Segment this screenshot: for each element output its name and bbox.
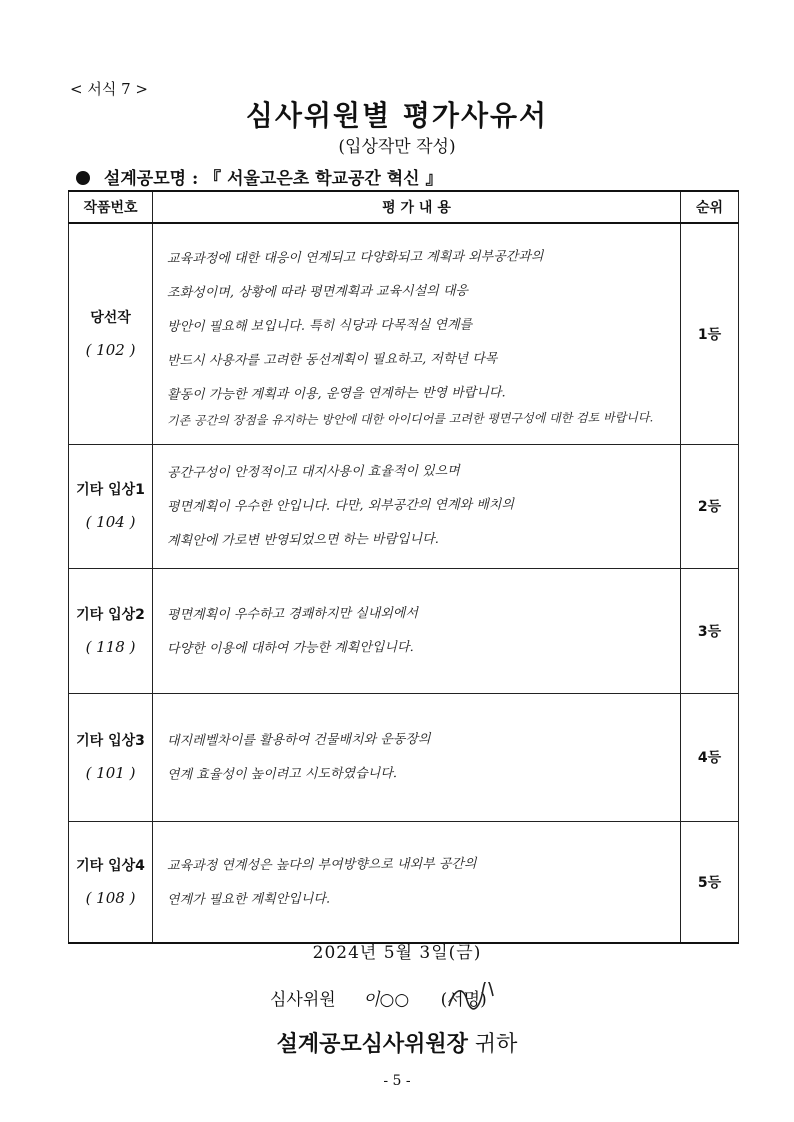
review-table xyxy=(68,190,739,944)
work-category: 기타 입상2 xyxy=(76,606,145,623)
evaluation-cell xyxy=(153,444,681,568)
comment-line: 교육과정에 대한 대응이 연계되고 다양화되고 계획과 외부공간과의 xyxy=(166,248,544,267)
evaluation-cell xyxy=(153,693,681,821)
comment-line: 공간구성이 안정적이고 대지사용이 효율적이 있으며 xyxy=(166,463,460,481)
comment-line: 기존 공간의 장점을 유지하는 방안에 대한 아이디어를 고려한 평면구성에 대한 검토 바랍니다. xyxy=(166,410,654,428)
signature-scribble-icon xyxy=(445,982,495,1014)
work-number: ( 102 ) xyxy=(85,340,136,359)
page-number: - 5 - xyxy=(383,1073,411,1089)
recipient-line xyxy=(0,1027,794,1058)
work-number: ( 104 ) xyxy=(85,513,136,531)
signature-line xyxy=(270,985,487,1010)
document-date: 2024년 5월 3일(금) xyxy=(312,943,482,963)
header-rank: 순위 xyxy=(681,191,739,223)
table-header-row xyxy=(69,191,739,223)
comment-line: 대지레벨차이를 활용하여 건물배치와 운동장의 xyxy=(166,731,431,749)
comment-line: 연계 효율성이 높이려고 시도하였습니다. xyxy=(166,766,398,783)
comment-line: 평면계획이 우수하고 경쾌하지만 실내외에서 xyxy=(166,605,419,623)
work-number: ( 118 ) xyxy=(85,637,136,656)
work-cell xyxy=(69,223,153,444)
work-cell xyxy=(69,821,153,943)
comment-line: 반드시 사용자를 고려한 동선계획이 필요하고, 저학년 다목 xyxy=(166,351,498,369)
comment-line: 활동이 가능한 계획과 이용, 운영을 연계하는 반영 바랍니다. xyxy=(166,385,506,403)
signer-name: 이○○ xyxy=(363,990,410,1010)
header-evaluation: 평 가 내 용 xyxy=(153,191,681,223)
table-row xyxy=(69,821,739,943)
work-cell xyxy=(69,444,153,568)
work-cell xyxy=(69,568,153,693)
work-category: 기타 입상4 xyxy=(76,857,145,874)
form-number: < 서식 7 > xyxy=(70,80,148,98)
document-subtitle: (입상작만 작성) xyxy=(338,137,456,157)
rank-cell: 5등 xyxy=(681,821,739,943)
recipient-title: 설계공모심사위원장 xyxy=(276,1031,468,1057)
rank-cell: 1등 xyxy=(681,223,739,444)
work-category: 당선작 xyxy=(90,309,131,326)
work-category: 기타 입상3 xyxy=(76,733,145,749)
comment-line: 연계가 필요한 계획안입니다. xyxy=(166,891,331,908)
comment-line: 평면계획이 우수한 안입니다. 다만, 외부공간의 연계와 배치의 xyxy=(166,497,515,515)
rank-cell: 3등 xyxy=(681,568,739,693)
bullet-icon xyxy=(76,171,90,185)
signature-seal xyxy=(441,990,487,1010)
seal-text: (서명) xyxy=(440,990,487,1010)
table-row xyxy=(69,693,739,821)
header-work-number: 작품번호 xyxy=(69,191,153,223)
work-number: ( 108 ) xyxy=(85,888,136,907)
comment-line: 조화성이며, 상황에 따라 평면계획과 교육시설의 대응 xyxy=(166,283,469,301)
evaluation-cell xyxy=(153,821,681,943)
comment-line: 계획안에 가로변 반영되었으면 하는 바람입니다. xyxy=(166,531,439,549)
evaluation-cell xyxy=(153,223,681,444)
rank-cell: 2등 xyxy=(681,444,739,568)
work-number: ( 101 ) xyxy=(85,764,136,782)
signer-label: 심사위원 xyxy=(270,990,336,1010)
contest-name-line xyxy=(76,164,442,189)
comment-line: 방안이 필요해 보입니다. 특히 식당과 다목적실 연계를 xyxy=(166,317,473,335)
work-cell xyxy=(69,693,153,821)
work-category: 기타 입상1 xyxy=(76,482,145,498)
document-title: 심사위원별 평가사유서 xyxy=(245,99,549,132)
table-row xyxy=(69,223,739,444)
comment-line: 다양한 이용에 대하여 가능한 계획안입니다. xyxy=(166,639,414,657)
recipient-suffix: 귀하 xyxy=(474,1032,518,1057)
table-row xyxy=(69,568,739,693)
table-row xyxy=(69,444,739,568)
contest-label: 설계공모명 : xyxy=(103,169,199,189)
comment-line: 교육과정 연계성은 높다의 부여방향으로 내외부 공간의 xyxy=(166,856,477,874)
evaluation-cell xyxy=(153,568,681,693)
rank-cell: 4등 xyxy=(681,693,739,821)
contest-name: 『 서울고은초 학교공간 혁신 』 xyxy=(204,169,443,189)
